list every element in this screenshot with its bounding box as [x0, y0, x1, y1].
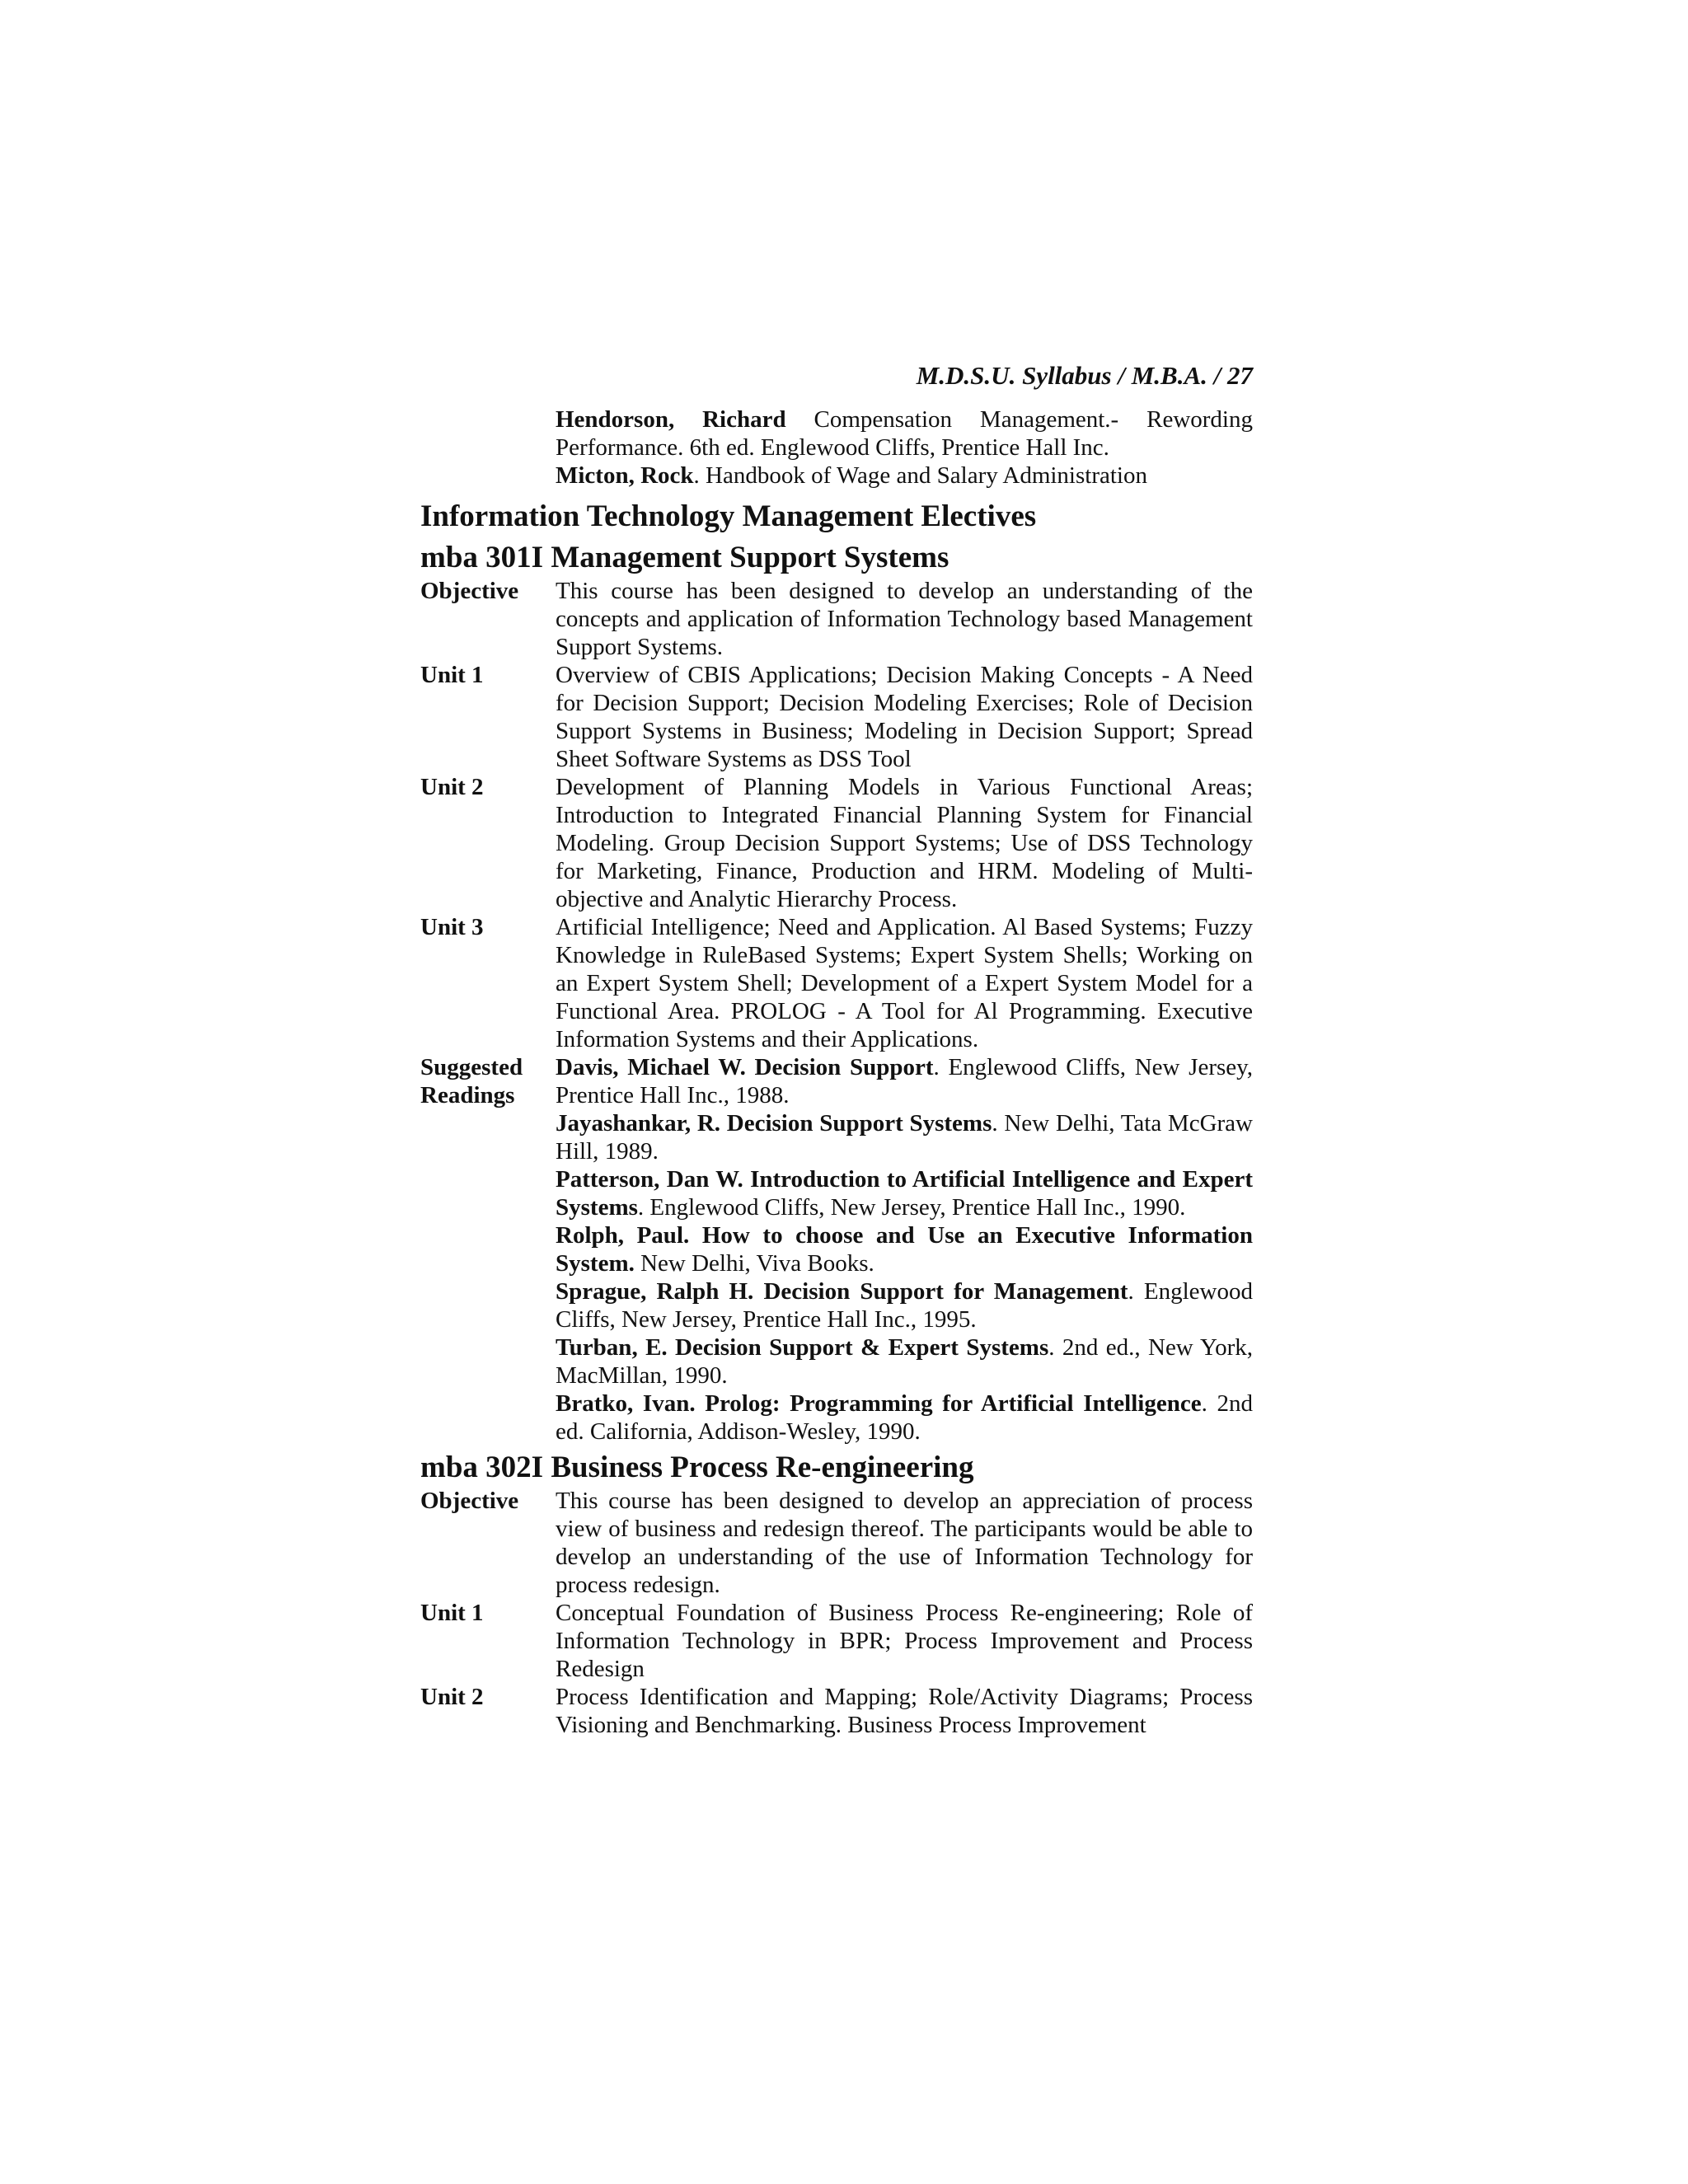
unit-row: [420, 773, 1253, 913]
objective-text: This course has been designed to develop an appreciation of process view of business and redesign thereof. The participants would be able to develop an understanding of the use of Information Technology for process redesign.: [556, 1488, 1253, 1598]
unit-label: Unit 1: [420, 662, 484, 688]
reference-author: Hendorson, Richard: [556, 406, 786, 433]
reading-details: . New Delhi, Tata McGraw Hill, 1989.: [556, 1110, 1253, 1165]
reading-details: New Delhi, Viva Books.: [634, 1250, 874, 1277]
unit-text: Development of Planning Models in Various Functional Areas; Introduction to Integrated Financial Planning System for Financial Modeling. Group Decision Support Systems; Use of DSS Technology for Marketing, Finance, Production and HRM. Modeling of Multi-objective and Analytic Hierarchy Process.: [556, 774, 1253, 912]
section-title: Information Technology Management Electives: [420, 499, 1037, 533]
reading-item: [556, 1333, 1253, 1390]
reading-item: [556, 1053, 1253, 1109]
reading-title: Jayashankar, R. Decision Support Systems: [556, 1110, 992, 1137]
unit-text: Process Identification and Mapping; Role/Activity Diagrams; Process Visioning and Benchmarking. Business Process Improvement: [556, 1684, 1253, 1738]
unit-label: Unit 1: [420, 1600, 484, 1626]
unit-row: [420, 1599, 1253, 1683]
reading-item: [556, 1221, 1253, 1277]
reference-text: . Handbook of Wage and Salary Administration: [693, 462, 1147, 489]
reference-author: Micton, Rock: [556, 462, 694, 489]
unit-label: Unit 2: [420, 774, 484, 800]
unit-text: Conceptual Foundation of Business Process Re-engineering; Role of Information Technology in BPR; Process Improvement and Process Redesign: [556, 1600, 1253, 1682]
objective-label: Objective: [420, 1488, 519, 1514]
reading-details: . Englewood Cliffs, New Jersey, Prentice Hall Inc., 1988.: [556, 1054, 1253, 1108]
reading-details: . 2nd ed. California, Addison-Wesley, 1990.: [556, 1390, 1254, 1445]
course-title: Business Process Re-engineering: [551, 1451, 974, 1484]
reading-title: Sprague, Ralph H. Decision Support for Management: [556, 1278, 1128, 1305]
reading-title: Rolph, Paul. How to choose and Use an Executive Information System.: [556, 1222, 1253, 1277]
course-heading: [420, 539, 1253, 577]
unit-label: Unit 2: [420, 1684, 484, 1710]
readings-row: [420, 1053, 1253, 1446]
reference-entry: [556, 462, 1253, 490]
unit-label: Unit 3: [420, 914, 484, 940]
reading-title: Patterson, Dan W. Introduction to Artificial Intelligence and Expert Systems: [556, 1166, 1253, 1221]
reading-title: Davis, Michael W. Decision Support: [556, 1054, 934, 1080]
course-code: mba 301I: [420, 541, 544, 574]
reading-item: [556, 1165, 1253, 1221]
objective-row: [420, 1487, 1253, 1599]
reading-item: [556, 1109, 1253, 1165]
objective-label: Objective: [420, 578, 519, 604]
reading-item: [556, 1277, 1253, 1333]
reading-details: . Englewood Cliffs, New Jersey, Prentice Hall Inc., 1995.: [556, 1278, 1254, 1333]
objective-row: [420, 577, 1253, 661]
unit-text: Overview of CBIS Applications; Decision Making Concepts - A Need for Decision Support; Decision Modeling Exercises; Role of Decision Support Systems in Business; Modeling in Decision Support; Spread Sheet Software Systems as DSS Tool: [556, 662, 1253, 772]
readings-label-line: Suggested: [420, 1054, 523, 1080]
course-heading: [420, 1449, 1253, 1487]
reference-entry: [556, 405, 1253, 462]
reading-item: [556, 1390, 1253, 1446]
readings-list: [556, 1053, 1253, 1446]
reading-details: . 2nd ed., New York, MacMillan, 1990.: [556, 1334, 1254, 1389]
unit-row: [420, 1683, 1253, 1739]
readings-label-line: Readings: [420, 1082, 515, 1108]
reading-details: . Englewood Cliffs, New Jersey, Prentice Hall Inc., 1990.: [637, 1194, 1186, 1221]
unit-row: [420, 661, 1253, 773]
running-header: M.D.S.U. Syllabus / M.B.A. / 27: [916, 361, 1253, 390]
unit-text: Artificial Intelligence; Need and Application. Al Based Systems; Fuzzy Knowledge in RuleBased Systems; Expert System Shells; Working on an Expert System Shell; Development of a Expert System Model for a Functional Area. PROLOG - A Tool for Al Programming. Executive Information Systems and their Applications.: [556, 914, 1253, 1052]
readings-label: [420, 1053, 556, 1446]
reading-title: Turban, E. Decision Support & Expert Systems: [556, 1334, 1049, 1361]
objective-text: This course has been designed to develop an understanding of the concepts and application of Information Technology based Management Support Systems.: [556, 578, 1253, 660]
unit-row: [420, 913, 1253, 1053]
course-code: mba 302I: [420, 1451, 544, 1484]
course-title: Management Support Systems: [551, 541, 950, 574]
reference-text: Compensation Management.- Rewording Performance. 6th ed. Englewood Cliffs, Prentice Hall Inc.: [556, 406, 1253, 461]
reading-title: Bratko, Ivan. Prolog: Programming for Artificial Intelligence: [556, 1390, 1202, 1417]
syllabus-page: [420, 359, 1253, 1739]
